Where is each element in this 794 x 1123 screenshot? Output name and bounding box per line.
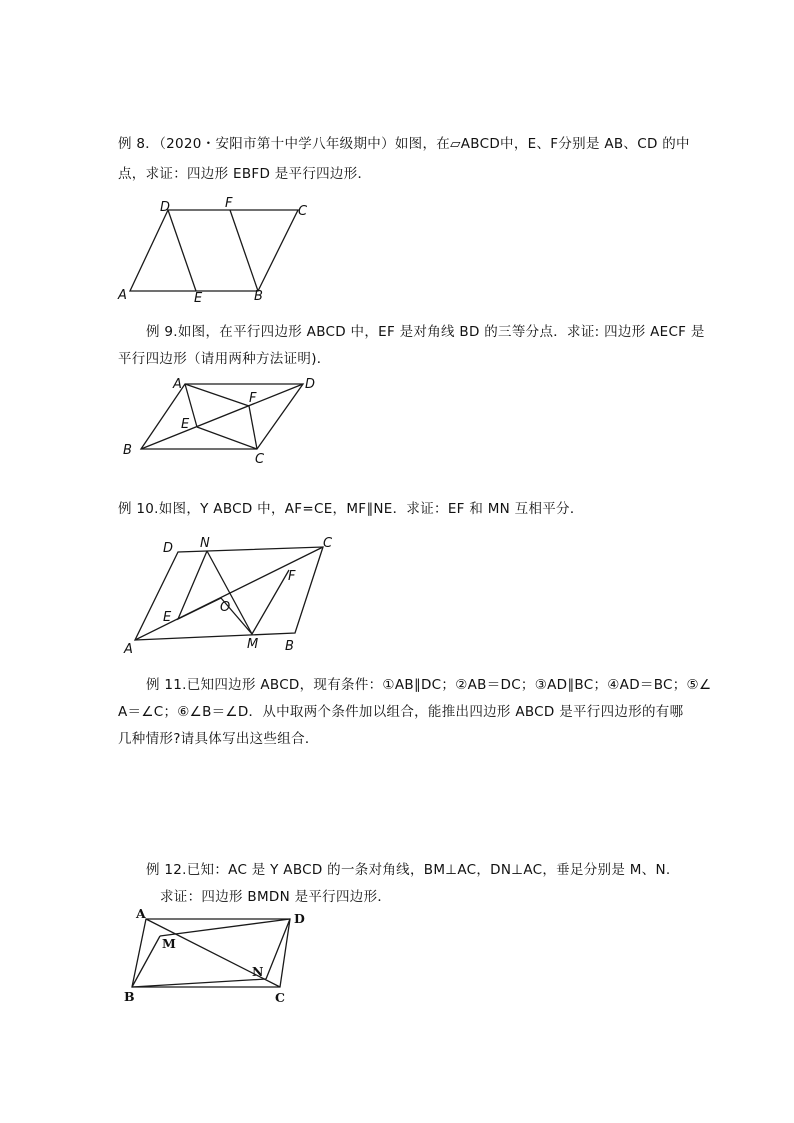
- ex12-line-2: 求证：四边形 BMDN 是平行四边形．: [160, 889, 392, 905]
- ex8-line-1: 例 8．（2020・安阳市第十中学八年级期中）如图，在▱ABCD中，E、F分别是 AB、CD 的中: [118, 136, 690, 152]
- ex9-label-e: E: [181, 417, 190, 432]
- ex9-label-b: B: [123, 443, 132, 458]
- ex10-label-d: D: [163, 541, 174, 556]
- ex9-segment-fc: [249, 406, 257, 449]
- ex8-parallelogram: [130, 210, 298, 291]
- ex9-figure: [115, 372, 330, 467]
- ex8-label-b: B: [254, 289, 263, 304]
- ex10-label-c: C: [323, 536, 333, 551]
- ex11-line-3: 几种情形?请具体写出这些组合．: [118, 731, 319, 747]
- ex8-line-2: 点，求证：四边形 EBFD 是平行四边形．: [118, 166, 372, 182]
- ex12-label-c: C: [275, 990, 285, 1005]
- ex10-label-b: B: [285, 639, 294, 654]
- ex12-segment-nb: [132, 979, 266, 987]
- ex12-figure: [118, 905, 323, 1010]
- ex8-segment-de: [168, 210, 196, 291]
- ex9-label-a: A: [173, 377, 182, 392]
- ex12-segment-md: [160, 919, 290, 936]
- ex10-label-a: A: [124, 642, 133, 657]
- ex8-label-e: E: [194, 291, 203, 305]
- ex12-segment-dn: [266, 919, 290, 979]
- ex11-line-2: A＝∠C；⑥∠B＝∠D．从中取两个条件加以组合，能推出四边形 ABCD 是平行四边形的有哪: [118, 704, 684, 720]
- ex10-label-e: E: [163, 610, 172, 625]
- ex12-label-d: D: [294, 911, 305, 926]
- ex9-line-1: 例 9.如图，在平行四边形 ABCD 中，EF 是对角线 BD 的三等分点．求证: 四边形 AECF 是: [146, 324, 705, 340]
- ex10-figure: [115, 530, 350, 660]
- ex8-label-d: D: [160, 200, 171, 215]
- ex9-diagonal-bd: [141, 384, 303, 449]
- ex11-line-1: 例 11.已知四边形 ABCD，现有条件：①AB∥DC；②AB＝DC；③AD∥BC；④AD＝BC；⑤∠: [146, 677, 712, 693]
- ex9-label-d: D: [305, 377, 316, 392]
- ex8-label-f: F: [225, 196, 233, 211]
- ex8-label-a: A: [118, 288, 127, 303]
- ex8-label-c: C: [298, 204, 308, 219]
- ex10-label-f: F: [288, 569, 296, 584]
- ex9-segment-ec: [197, 427, 257, 449]
- ex10-segments-nemf: [178, 551, 289, 634]
- ex9-segment-af: [185, 384, 249, 406]
- ex10-line-1: 例 10.如图，Y ABCD 中，AF=CE，MF∥NE．求证：EF 和 MN 互相平分．: [118, 501, 584, 517]
- ex12-label-m: M: [162, 936, 176, 951]
- ex9-line-2: 平行四边形（请用两种方法证明)．: [118, 351, 331, 367]
- ex10-label-n: N: [200, 536, 210, 551]
- ex12-line-1: 例 12.已知：AC 是 Y ABCD 的一条对角线，BM⊥AC，DN⊥AC，垂足分别是 M、N.: [146, 862, 671, 878]
- ex9-label-f: F: [249, 391, 257, 406]
- ex10-label-m: M: [247, 637, 259, 652]
- ex12-label-b: B: [124, 989, 135, 1004]
- ex9-label-c: C: [255, 452, 265, 467]
- ex10-label-o: O: [220, 600, 231, 615]
- ex10-diagonal-ac: [135, 547, 323, 640]
- ex8-segment-fb: [230, 210, 258, 291]
- ex12-segment-bm: [132, 936, 160, 987]
- ex8-figure: [110, 190, 320, 305]
- ex12-label-n: N: [252, 964, 264, 979]
- ex12-label-a: A: [136, 906, 146, 921]
- ex10-segment-nm: [207, 551, 252, 634]
